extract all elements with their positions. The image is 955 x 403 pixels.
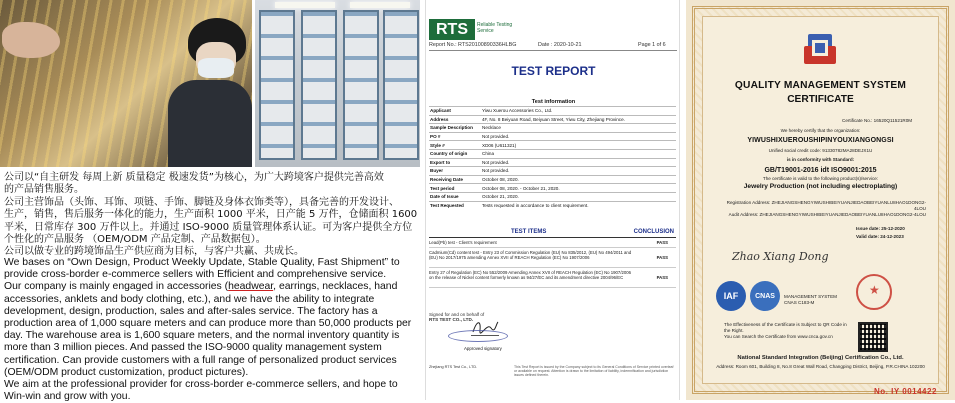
test-info-table [429,106,676,210]
test-item-row: Entry 27 of Regulation (EC) No 552/2009 Amending Annex XVII of REACH Regulation (EC) No 1907/2006 on the release of Nickel content formerly known as 94/27/EC and its amendment directive 2004/96/EC PASS [429,270,676,288]
test-items-header [429,229,676,238]
certificate-title: QUALITY MANAGEMENT SYSTEM [734,80,907,91]
en-line: provide cross-border e-commerce sellers with Efficient and comprehensive service. [4,269,387,281]
en-line: Win-win and grow with you. [4,391,131,403]
iaf-badge: IAF [716,281,746,311]
info-section-title: Test information [531,99,576,105]
cn-line: 公司主营饰品（头饰、耳饰、项链、手饰、脚链及身体衣饰类等），具备完善的开发设计、 [4,196,399,208]
cn-line: 的产品销售服务。 [4,184,84,196]
info-key: Buyer [429,167,481,176]
test-result: PASS [656,240,668,245]
audit-address: Audit Address: ZHEJIANGSHENGYIWUSHIBEIYUANJIEDAOBEIYUANLU8HAO1DONG2-4LOU [728,212,926,217]
info-row [429,115,676,124]
credit-code: Unified social credit code: 91330782MA28DEJX1U [768,148,873,153]
worker-mask-graphic [198,58,234,78]
info-value: Not provided. [481,158,676,167]
hereby-text: We hereby certify that the organization: [780,128,861,133]
en-line: Our company is mainly engaged in accessories (headwear, earrings, necklaces, hand [4,281,398,293]
en-line: accessories, anklets and body clothing, etc.), and we have the ability to integrate [4,293,375,305]
cn-line: 生产，销售，售后服务一体化的能力，生产面积 1000 平米，日产能 5 万件，仓储面积 1600 [4,209,418,221]
info-key: Address [429,115,481,124]
info-value: Necklace [481,124,676,133]
test-report-document [425,0,680,400]
info-key: Style # [429,141,481,150]
certificate-number: Certificate No.: 16520Q11521R0M [842,118,913,123]
warehouse-shelf [383,10,419,160]
certificate-subtitle: CERTIFICATE [787,94,854,105]
organization-name: YIWUSHIXUEROUSHIPINYOUXIANGONGSI [747,137,894,144]
divider [429,50,677,51]
certificate-scope: Jewelry Production (not including electroplating) [743,183,898,190]
cnas-number: MANAGEMENT SYSTEM CNAS C183-M [784,294,838,305]
rts-tagline: Reliable Testing Service [477,22,513,34]
info-key: Receiving Date [429,175,481,184]
info-value: Tests requested in accordance to client requirement. [481,201,676,210]
issuer-address: Address: Room 601, Building 8, No.8 Great Wall Road, Changping District, Beijing, P.R.CHINA 102200 [716,364,925,369]
en-line: development, design, production, sales and after-sales service. The factory has a [4,305,378,317]
info-row [429,175,676,184]
test-result: PASS [656,255,668,260]
test-item-row: Cadmium(Cd) content test - Entry 23 of Commission Regulation (EU) No 835/2012, (EU) No 494/2011 and (EU) No 2017/1975 amending Annex XVII of REACH Regulation (EC) No 1907/2006 PASS [429,250,676,268]
cn-line: 公司以做专业的跨境饰品生产供应商为目标，与客户共赢、共成长。 [4,246,304,258]
cn-line: 平米，日常库存 300 万件以上。并通过 ISO-9000 质量管理体系认证。可为客户提供全方位 [4,221,413,233]
conformity-text: is in conformity with Standard: [786,157,855,162]
company-intro-chinese [4,172,420,259]
warehouse-photo [255,0,420,167]
info-key: Applicant [429,107,481,116]
info-row [429,184,676,193]
info-value: October 08, 2020. - October 21, 2020. [481,184,676,193]
headwear-word: headwear [228,281,274,293]
info-row [429,158,676,167]
info-key: Country of origin [429,149,481,158]
report-title: TEST REPORT [511,64,596,78]
en-line: more than 3 million pieces. And passed the ISO-9000 quality management system [4,342,382,354]
certification-logo-icon [798,28,842,72]
en-line: We aim at the professional provider for cross-border e-commerce sellers, and hope to [4,379,398,391]
standard-text: GB/T19001-2016 idt ISO9001:2015 [764,167,877,174]
hand-graphic [2,22,60,58]
info-row [429,107,676,116]
en-line: (OEM/ODM product customization, product pictures). [4,366,249,378]
info-value: Not provided. [481,132,676,141]
info-key: PO # [429,132,481,141]
scope-intro: The certificate is valid to the following product(s)/service: [762,176,879,181]
info-value: Yiwu Xuerou Accessories Co., Ltd. [481,107,676,116]
worker-body-graphic [168,80,252,167]
info-row [429,132,676,141]
report-page: Page 1 of 6 [638,42,666,48]
issuer-name: National Standard Integration (Beijing) Certification Co., Ltd. [737,355,904,361]
info-row [429,141,676,150]
test-item-row: Lead(Pb) test - Client's requirement PASS [429,240,676,248]
info-row [429,192,676,201]
info-key: Test Requested [429,201,481,210]
info-value: Not provided. [481,167,676,176]
info-key: Test period [429,184,481,193]
en-line: day. The warehouse area is 1,600 square meters, and the normal inventory quantity is [4,330,400,342]
info-value: 4F, No. 8 Beiyuan Road, Beiyuan Street, Yiwu City, Zhejiang Province. [481,115,676,124]
certificate-serial: No. IY 0014422 [874,387,937,396]
info-value: China [481,149,676,158]
ceiling-lamp [350,2,410,8]
en-line: certification. Can provide customers with a full range of personalized product services [4,354,397,366]
en-line: We bases on “Own Design, Product Weekly Update, Stable Quality, Fast Shipment” to [4,257,400,268]
valid-date: Valid date: 24-12-2023 [856,234,904,239]
cnas-badge: CNAS [750,281,780,311]
info-row [429,149,676,158]
info-row [429,201,676,210]
en-line: production area of 1,000 square meters and can produce more than 50,000 products per [4,318,412,330]
approved-signatory: Approved signatory [464,346,502,351]
info-row [429,124,676,133]
warehouse-shelf [343,10,379,160]
red-seal-stamp [856,274,892,310]
registration-address: Registration Address: ZHEJIANGSHENGYIWUSHIBEIYUANJIEDAOBEIYUANLU8HAO1DONG2-4LOU [726,200,926,211]
company-intro-english [4,257,420,403]
jewelry-workshop-photo [0,0,252,167]
company-stamp [448,330,508,342]
report-date: Date : 2020-10-21 [538,42,582,48]
warehouse-shelf [301,10,337,160]
warehouse-shelf [259,10,295,160]
info-row [429,167,676,176]
issue-date: Issue date: 25-12-2020 [856,226,905,231]
report-footer-note: This Test Report is issued by the Company subject to its General Conditions of Service printed overleaf or available on request. Attention is drawn to the limitation of liability, indemnification and jurisdiction issues defined therein. [514,365,674,378]
info-value: XD06 (U611321) [481,141,676,150]
effectiveness-note: The Effectiveness of the Certificate is Subject to QR Code in the Right. [724,322,847,333]
verify-note: You can Search the Certificate from www.cnca.gov.cn [724,334,833,339]
ceiling-lamp [275,2,335,8]
quality-certificate [686,0,955,400]
info-value: October 21, 2020. [481,192,676,201]
info-key: Sample Description [429,124,481,133]
qr-code-icon [858,322,888,352]
test-result: PASS [656,275,668,280]
info-value: October 08, 2020. [481,175,676,184]
cn-line: 公司以“自主研发 每周上新 质量稳定 极速发货”为核心，为广大跨境客户提供完善高效 [4,172,384,183]
cn-line: 个性化的产品服务 （OEM/ODM 产品定制、产品数据包）。 [4,234,266,246]
info-key: Export to [429,158,481,167]
conclusion-label: CONCLUSION [633,229,674,235]
signed-for-text: Signed for and on behalf of RTS TEST CO., LTD. [429,312,485,322]
report-number: Report No.: RTS20100890336HLBG [429,42,517,48]
report-footer-company: Zhejiang RTS Test Co., LTD. [429,365,478,369]
test-items-label: TEST ITEMS [511,229,547,235]
rts-logo: RTS [429,19,475,40]
director-signature: Zhao Xiang Dong [732,250,829,263]
info-key: Date of Issue [429,192,481,201]
